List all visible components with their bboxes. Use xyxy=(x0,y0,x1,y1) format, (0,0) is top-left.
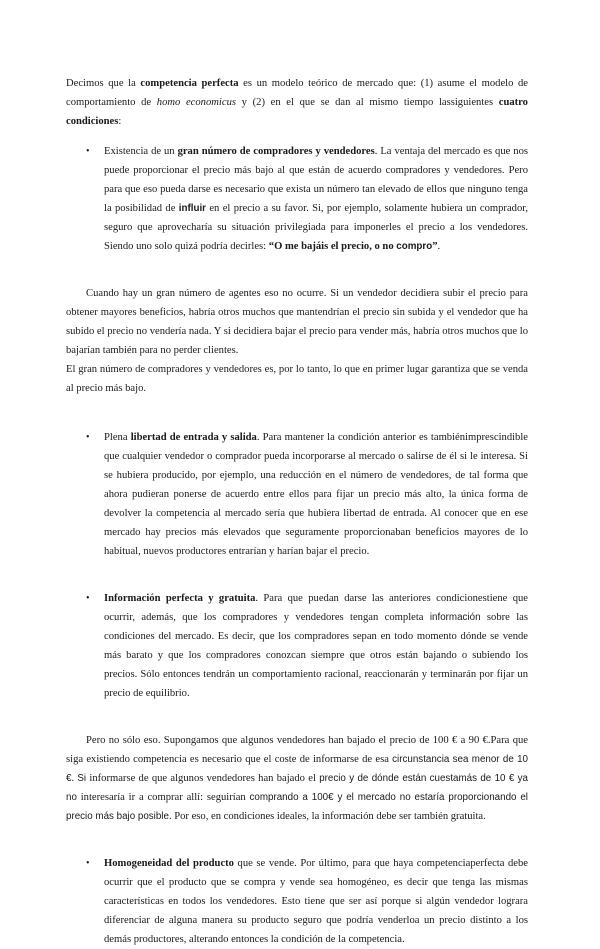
bullet-item-free-entry xyxy=(66,428,528,561)
emphasis: Información perfecta y gratuita xyxy=(104,593,256,604)
emphasis-sans: comprando a 100€ y el mercado no estaría proporcionando el precio más bajo posible xyxy=(66,792,528,822)
emphasis: cuatro condiciones xyxy=(66,97,528,127)
emphasis: Homogeneidad del producto xyxy=(104,858,234,869)
intro-paragraph xyxy=(66,74,528,131)
text: informarse de que algunos vendedores han bajado el xyxy=(86,773,320,784)
bullet-item-buyers-sellers xyxy=(66,142,528,256)
emphasis-sans: compro xyxy=(396,241,433,252)
text: Plena xyxy=(104,432,131,443)
bullet-item-perfect-information xyxy=(66,589,528,703)
text: . Para mantener la condición anterior es tambiénimprescindible que cualquier vendedor o comprador pueda incorporarse al mercado o salirse de él si le interesa. Si se hubiera producido, por ejemplo, una reducción en el número de vendedores, de tal forma que ahora pudieran ponerse de acuerdo entre ellos para fijar un precio más alto, la única forma de devolver la competencia al mercado sería que hubiera libertad de entrada. Al conocer que en ese mercado hay precios más elevados que seguramente proporcionaban beneficios mayores de lo habitual, nuevos productores entrarían y harían bajar el precio. xyxy=(104,432,529,557)
text: . La ventaja del mercado es que nos puede proporcionar el precio más bajo al que están de acuerdo compradores y vendedores. Pero para que eso pueda darse es necesario que exista un número tan elevado de ellos que ninguno tenga la posibilidad de xyxy=(104,146,528,214)
emphasis-sans: información xyxy=(429,612,481,623)
paragraph-many-agents: Cuando hay un gran número de agentes eso no ocurre. Si un vendedor decidiera subir el precio para obtener mayores beneficios, habría otros muchos que mantendrían el precio sin subida y el vendedor que ha subido el precio no vendería nada. Y si decidiera bajar el precio para vender más, habría otros muchos que lo bajarían también para no perder clientes. xyxy=(66,288,528,356)
text: : xyxy=(118,116,122,127)
text: . xyxy=(71,773,78,784)
paragraph-conclusion: El gran número de compradores y vendedores es, por lo tanto, lo que en primer lugar garantiza que se venda al precio más bajo. xyxy=(66,364,528,394)
text: es un modelo teórico de mercado que: (1) asume el modelo de comportamiento de xyxy=(66,78,528,108)
text: Pero no sólo eso. Supongamos que algunos vendedores han bajado el precio de 100 € a 90 €.Para que siga existiendo competencia es necesario que el coste de informarse de esa xyxy=(66,735,528,765)
emphasis-sans: circunstancia sea menor de 10 € xyxy=(66,754,529,784)
text: . Para que puedan darse las anteriores condicionestiene que ocurrir, además, que los compradores y vendedores tengan completa xyxy=(104,593,528,623)
text: interesaría ir a comprar allí: seguirían xyxy=(76,792,250,803)
paragraph-information-cost xyxy=(66,731,528,826)
emphasis: libertad de entrada y salida xyxy=(130,432,257,443)
emphasis-sans: Si xyxy=(77,773,87,784)
text: Decimos que la xyxy=(66,78,141,89)
text: en el precio a su favor. Si, por ejemplo, solamente hubiera un comprador, seguro que aprovecharía su situación privilegiada para imponerles el precio a los vendedores. Siendo uno solo quizá podría decirles: xyxy=(104,203,528,252)
emphasis-sans: precio y de dónde están cuestamás de 10 € ya no xyxy=(66,773,529,803)
quote: “O me bajáis el precio, o no xyxy=(268,241,397,252)
emphasis: competencia perfecta xyxy=(140,78,239,89)
bullet-item-homogeneous-product xyxy=(66,854,528,949)
text: . xyxy=(437,241,441,252)
text: sobre las condiciones del mercado. Es decir, que los compradores sepan en todo momento dónde se vende más barato y que los compradores conozcan siempre que otros están bajando o subiendo los precios. Sólo entonces tendrán un comportamiento racional, reaccionarán y terminarán por fijar un precio de equilibrio. xyxy=(104,612,528,699)
text: Existencia de un xyxy=(104,146,178,157)
emphasis-sans: influir xyxy=(178,203,206,214)
quote-close: ” xyxy=(432,241,438,252)
emphasis: gran número de compradores y vendedores xyxy=(177,146,375,157)
text: y (2) en el que se dan al mismo tiempo lassiguientes xyxy=(235,97,499,108)
italic-term: homo economicus xyxy=(156,97,236,108)
text: . Por eso, en condiciones ideales, la información debe ser también gratuita. xyxy=(168,811,486,822)
text: que se vende. Por último, para que haya competenciaperfecta debe ocurrir que el producto que se compra y vende sea homogéneo, es decir que tenga las mismas características en todos los vendedores. Esto tiene que ser así porque si algún vendedor lograra diferenciar de alguna manera su producto seguro que podría venderloa un precio distinto a los demás productores, alterando entonces la condición de la competencia. xyxy=(104,858,528,945)
